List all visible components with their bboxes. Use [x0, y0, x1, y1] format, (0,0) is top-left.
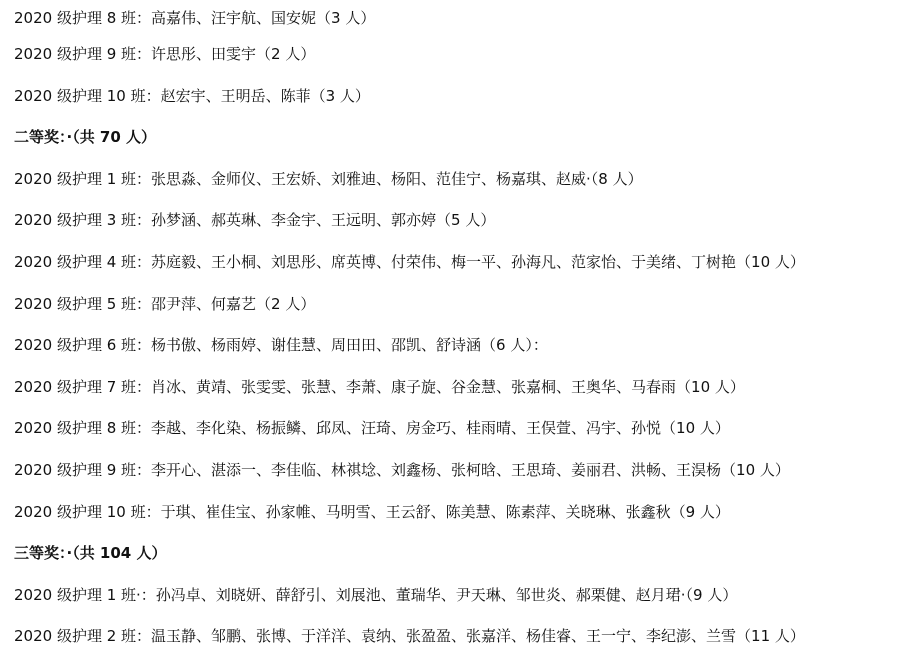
list-item-class-5: 2020 级护理 5 班：邵尹萍、何嘉艺（2 人）: [14, 294, 316, 313]
list-item-class-7: 2020 级护理 7 班：肖冰、黄靖、张雯雯、张慧、李萧、康子旋、谷金慧、张嘉桐、王奥华、马春雨（10 人）: [14, 377, 745, 396]
list-item-class-2-third: 2020 级护理 2 班：温玉静、邹鹏、张博、于洋洋、袁纳、张盈盈、张嘉洋、杨佳睿、王一宁、李纪澎、兰雪（11 人）: [14, 627, 805, 646]
section-heading-second-prize: 二等奖：·（共 70 人）: [14, 128, 157, 147]
list-item-class-10-second: 2020 级护理 10 班：于琪、崔佳宝、孙家帷、马明雪、王云舒、陈美慧、陈素萍、关晓琳、张鑫秋（9 人）: [14, 502, 730, 521]
section-heading-third-prize: 三等奖：·（共 104 人）: [14, 544, 167, 563]
list-item-class-8-second: 2020 级护理 8 班：李越、李化染、杨振鳞、邱凤、汪琦、房金巧、桂雨晴、王俣萱、冯宇、孙悦（10 人）: [14, 419, 730, 438]
list-item-class-9: 2020 级护理 9 班：许思彤、田雯宇（2 人）: [14, 45, 316, 63]
list-item-class-10: 2020 级护理 10 班：赵宏宇、王明岳、陈菲（3 人）: [14, 86, 370, 105]
list-item-class-4: 2020 级护理 4 班：苏庭毅、王小桐、刘思彤、席英博、付荣伟、梅一平、孙海凡、范家怡、于美绪、丁树艳（10 人）: [14, 252, 805, 271]
list-item-class-1: 2020 级护理 1 班：张思淼、金师仪、王宏娇、刘雅迪、杨阳、范佳宁、杨嘉琪、赵威·（8 人）: [14, 169, 643, 188]
list-item-class-6: 2020 级护理 6 班：杨书傲、杨雨婷、谢佳慧、周田田、邵凯、舒诗涵（6 人）：: [14, 336, 548, 355]
list-item-class-1-third: 2020 级护理 1 班·：孙冯卓、刘晓妍、薛舒引、刘展池、董瑞华、尹天琳、邹世炎、郝栗健、赵月珺·（9 人）: [14, 585, 738, 604]
document-body: [14, 0, 914, 660]
list-item-class-9-second: 2020 级护理 9 班：李开心、湛添一、李佳临、林祺埝、刘鑫杨、张柯晗、王思琦、姜丽君、洪畅、王淏杨（10 人）: [14, 460, 790, 479]
list-item-class-3: 2020 级护理 3 班：孙梦涵、郝英琳、李金宇、王远明、郭亦婷（5 人）: [14, 211, 496, 230]
list-item-class-8: 2020 级护理 8 班：高嘉伟、汪宇航、国安妮（3 人）: [14, 9, 376, 27]
